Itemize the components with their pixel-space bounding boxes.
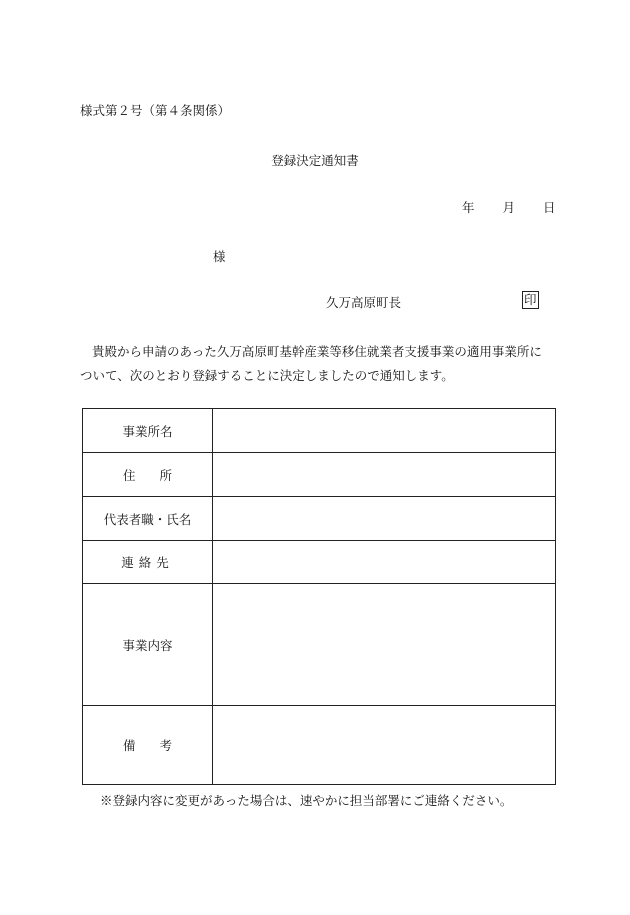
footnote: ※登録内容に変更があった場合は、速やかに担当部署にご連絡ください。 xyxy=(100,793,513,808)
table-row xyxy=(83,453,556,497)
addressee-suffix: 様 xyxy=(213,249,226,264)
value-address[interactable] xyxy=(213,453,556,497)
label-business-name: 事業所名 xyxy=(83,409,213,453)
date-line xyxy=(462,198,556,216)
issuer-name: 久万高原町長 xyxy=(326,295,402,310)
info-table xyxy=(82,408,556,785)
table-row xyxy=(83,541,556,584)
table-row xyxy=(83,706,556,785)
form-number: 様式第２号（第４条関係） xyxy=(80,103,231,118)
value-remarks[interactable] xyxy=(213,706,556,785)
value-representative[interactable] xyxy=(213,497,556,541)
document-title: 登録決定通知書 xyxy=(271,153,359,168)
table-row xyxy=(83,584,556,706)
label-address: 住所 xyxy=(83,453,213,497)
date-month: 月 xyxy=(502,200,516,215)
date-day: 日 xyxy=(543,200,556,215)
table-row xyxy=(83,497,556,541)
value-business-name[interactable] xyxy=(213,409,556,453)
value-contact[interactable] xyxy=(213,541,556,584)
label-contact: 連絡先 xyxy=(83,541,213,584)
value-business-content[interactable] xyxy=(213,584,556,706)
seal-mark: 印 xyxy=(524,292,537,307)
date-year: 年 xyxy=(462,200,475,215)
label-representative: 代表者職・氏名 xyxy=(83,497,213,541)
label-business-content: 事業内容 xyxy=(83,584,213,706)
label-remarks: 備考 xyxy=(83,706,213,785)
body-text: 貴殿から申請のあった久万高原町基幹産業等移住就業者支援事業の適用事業所について、次のとおり登録することに決定しましたので通知します。 xyxy=(80,344,542,383)
table-row xyxy=(83,409,556,453)
